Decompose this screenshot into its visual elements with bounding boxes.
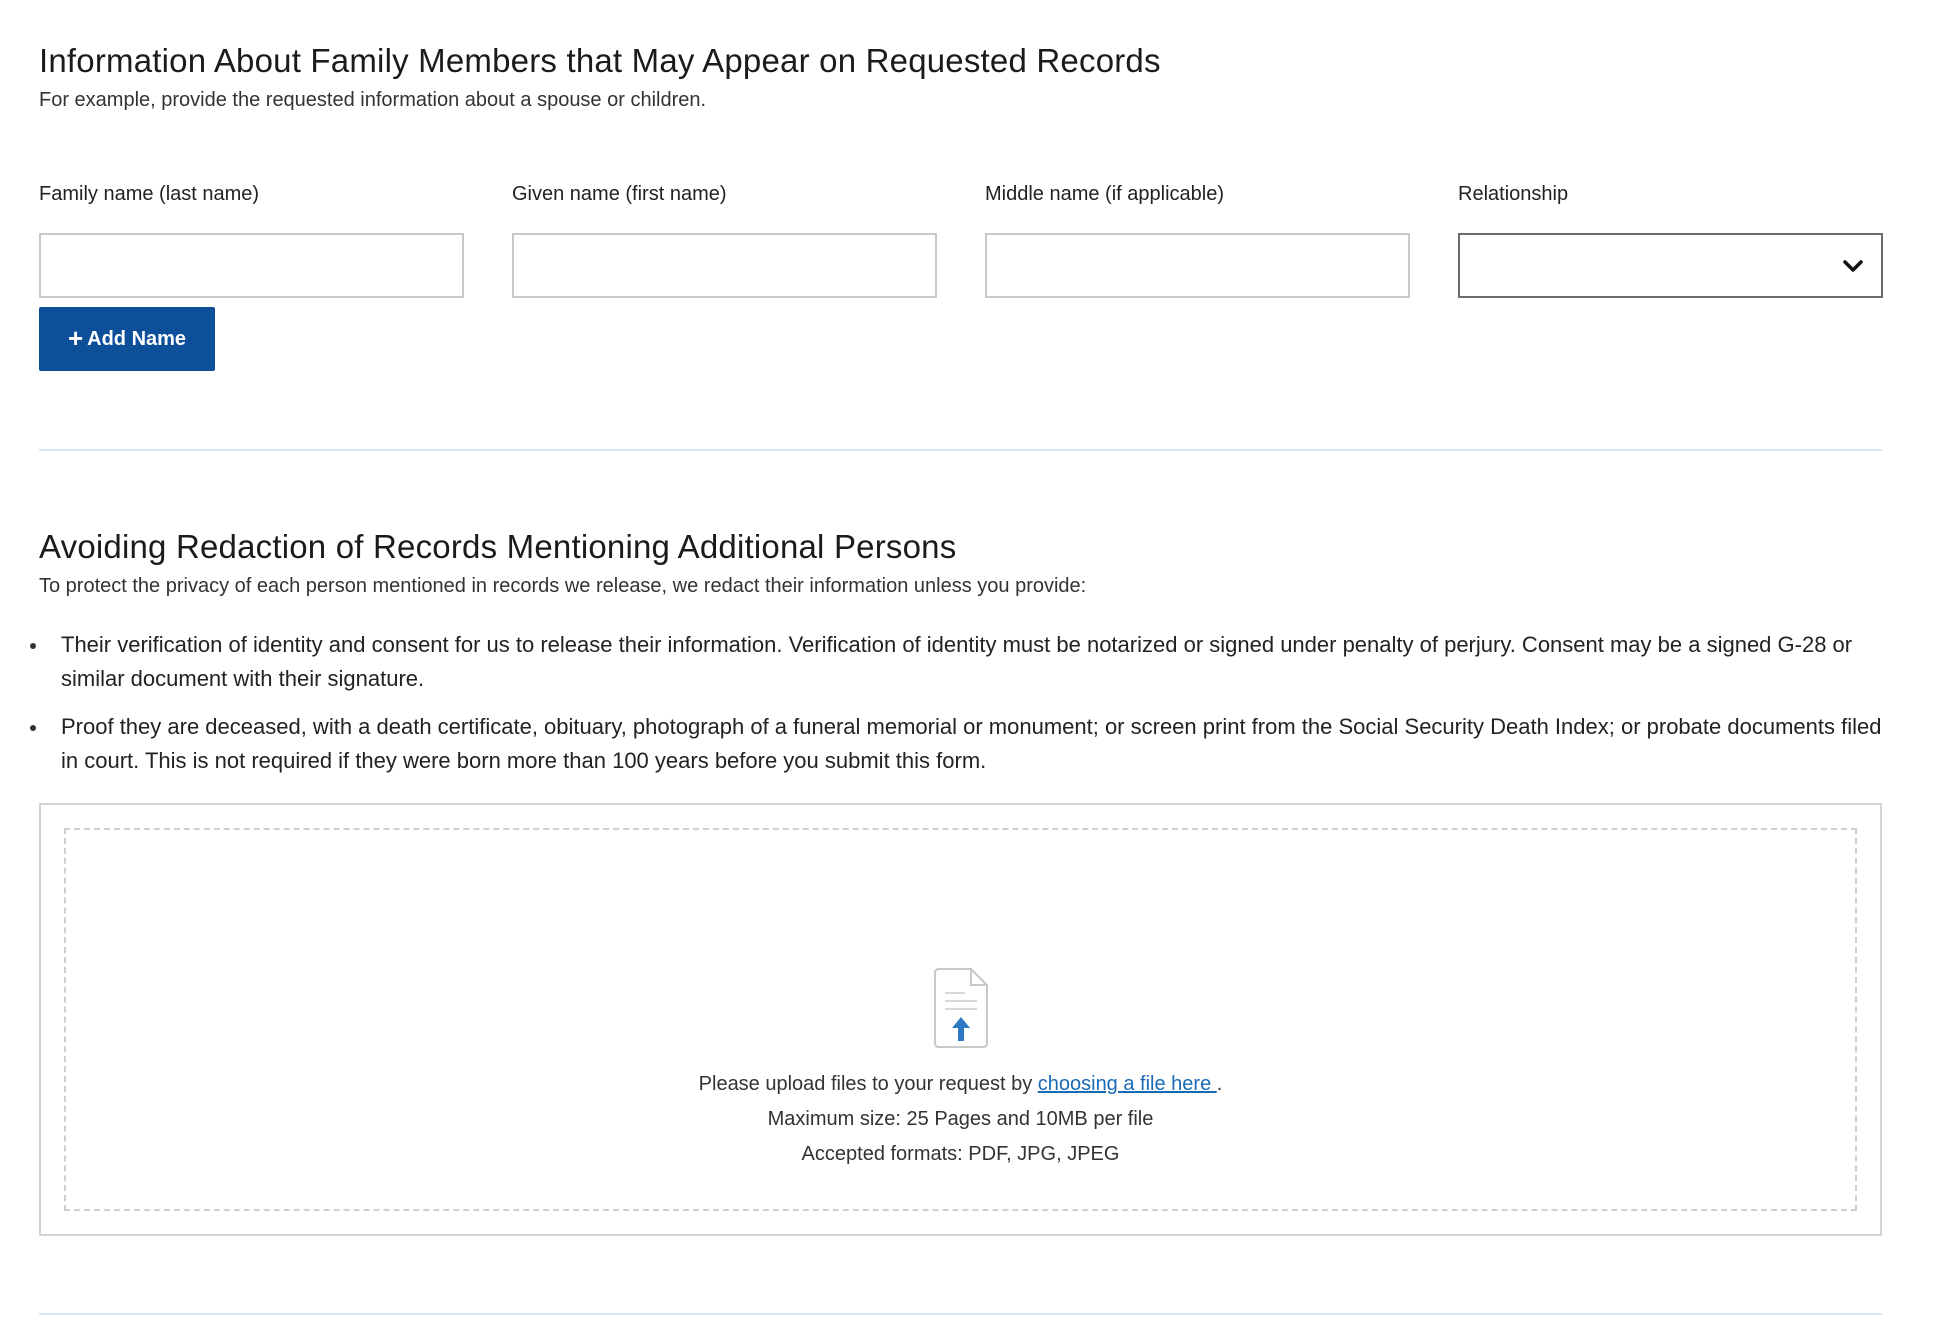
family-section-title: Information About Family Members that May Appear on Requested Records bbox=[39, 42, 1161, 79]
relationship-select[interactable] bbox=[1458, 233, 1883, 298]
middle-name-field-group bbox=[985, 180, 1410, 298]
redaction-section-title: Avoiding Redaction of Records Mentioning Additional Persons bbox=[39, 528, 957, 565]
add-name-button[interactable] bbox=[39, 307, 215, 371]
family-name-label: Family name (last name) bbox=[39, 183, 260, 205]
relationship-field-group bbox=[1458, 180, 1883, 298]
upload-prompt-end: . bbox=[1216, 1073, 1223, 1095]
section-divider bbox=[39, 1313, 1882, 1315]
upload-instructions bbox=[66, 1067, 1855, 1172]
upload-prompt-text: Please upload files to your request by bbox=[698, 1073, 1038, 1095]
middle-name-input[interactable] bbox=[985, 233, 1410, 298]
relationship-label: Relationship bbox=[1458, 183, 1569, 205]
given-name-label: Given name (first name) bbox=[512, 183, 727, 205]
file-upload-icon bbox=[931, 967, 991, 1049]
upload-max-size: Maximum size: 25 Pages and 10MB per file bbox=[767, 1108, 1154, 1130]
given-name-input[interactable] bbox=[512, 233, 937, 298]
bullet-icon bbox=[30, 725, 36, 731]
section-divider bbox=[39, 449, 1882, 451]
list-item-text: Proof they are deceased, with a death certificate, obituary, photograph of a funeral memorial or monument; or screen print from the Social Security Death Index; or probate documents filed in court. This is not required if they were born more than 100 years before you submit this form. bbox=[61, 714, 1882, 773]
family-section-subtitle: For example, provide the requested information about a spouse or children. bbox=[39, 89, 707, 111]
file-upload-panel bbox=[39, 803, 1882, 1236]
redaction-section-subtitle: To protect the privacy of each person mentioned in records we release, we redact their information unless you provide: bbox=[39, 575, 1087, 597]
add-name-label: Add Name bbox=[87, 327, 187, 350]
upload-accepted-formats: Accepted formats: PDF, JPG, JPEG bbox=[801, 1143, 1120, 1165]
family-name-field-group bbox=[39, 180, 464, 298]
redaction-requirements-list bbox=[39, 628, 1882, 792]
list-item-text: Their verification of identity and consent for us to release their information. Verification of identity must be notarized or signed under penalty of perjury. Consent may be a signed G-28 or similar document with their signature. bbox=[61, 632, 1853, 691]
middle-name-label: Middle name (if applicable) bbox=[985, 183, 1225, 205]
plus-icon: + bbox=[67, 323, 84, 353]
choose-file-link[interactable]: choosing a file here bbox=[1037, 1073, 1217, 1095]
family-name-input[interactable] bbox=[39, 233, 464, 298]
upload-prompt bbox=[66, 1067, 1855, 1102]
given-name-field-group bbox=[512, 180, 937, 298]
list-item bbox=[39, 710, 1882, 778]
bullet-icon bbox=[30, 643, 36, 649]
list-item bbox=[39, 628, 1882, 696]
chevron-down-icon bbox=[1841, 256, 1865, 276]
file-drop-zone[interactable] bbox=[64, 828, 1857, 1211]
family-name-fields-row bbox=[39, 180, 1882, 298]
